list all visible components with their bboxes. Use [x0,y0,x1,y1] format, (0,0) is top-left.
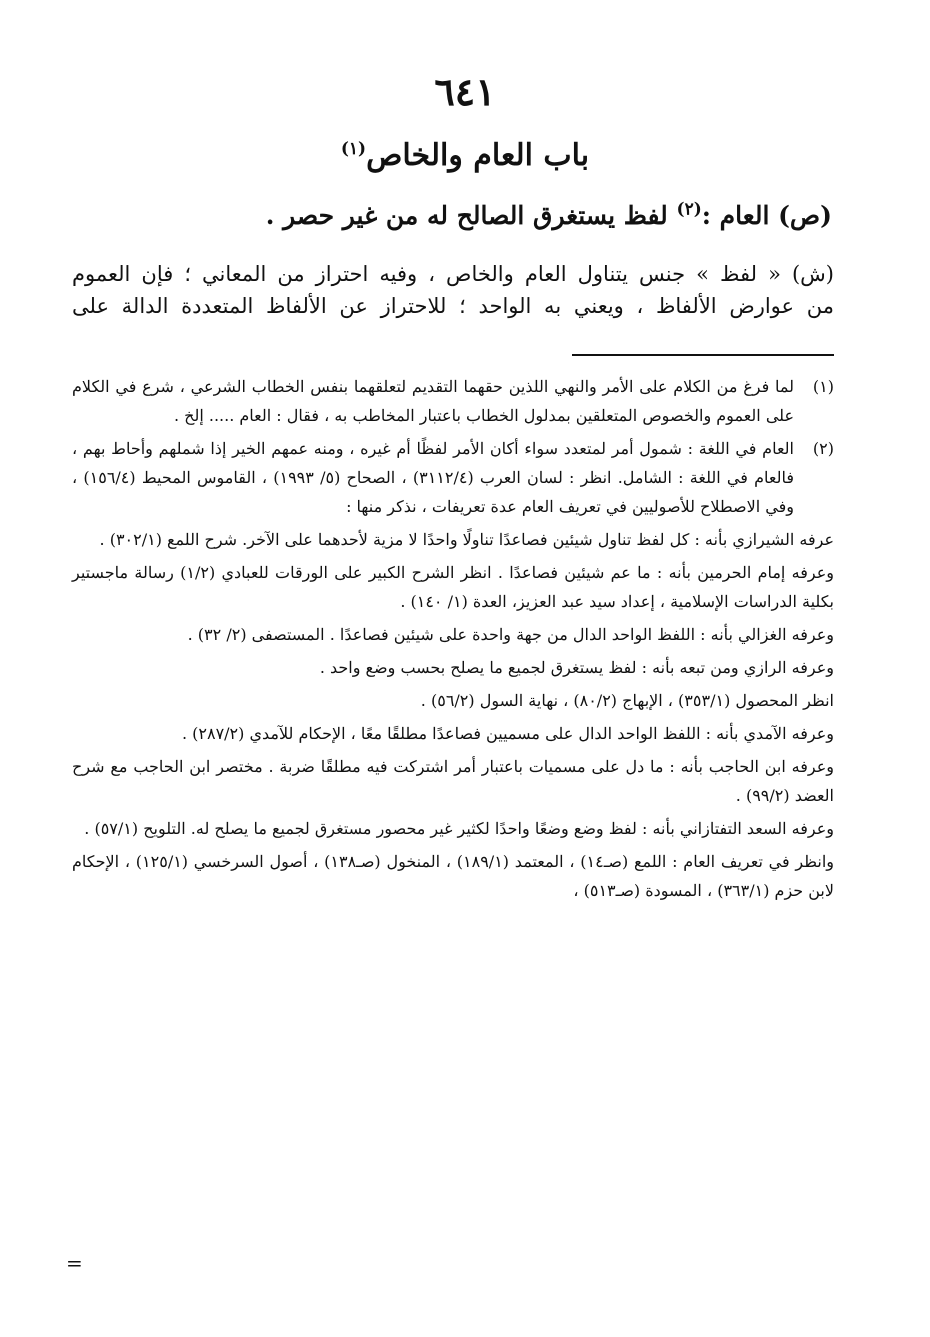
footnote-paragraph: عرفه الشيرازي بأنه : كل لفظ تناول شيئين فصاعدًا تناولًا واحدًا لا مزية لأحدهما على الآخر. شرح اللمع (٣٠٢/١) . [99,530,834,549]
footnote-paragraph: وعرفه الآمدي بأنه : اللفظ الواحد الدال على مسميين فصاعدًا مطلقًا معًا ، الإحكام للآمدي (٢٨٧/٢) . [181,724,834,743]
matn-prefix: (ص) العام : [701,201,832,230]
footnote-paragraph: وعرفه إمام الحرمين بأنه : ما عم شيئين فصاعدًا . انظر الشرح الكبير على الورقات للعبادي (١/٢) رسالة ماجستير بكلية الدراسات الإسلامية ، إعداد سيد عبد العزيز، العدة (١/ ١٤٠) . [72,563,834,611]
continuation-mark: = [66,1251,83,1275]
footnote-separator [572,354,834,356]
matn-footnote-ref: (٢) [676,199,702,220]
footnote-1 [72,372,834,430]
footnote-paragraph: العام في اللغة : شمول أمر لمتعدد سواء أكان الأمر لفظًا أم غيره ، ومنه عمهم الخير إذا شملهم وأحاط بهم ، فالعام في اللغة : الشامل. انظر : لسان العرب (٣١١٢/٤) ، الصحاح (٥/ ١٩٩٣) ، القاموس المحيط (١٥٦/٤) ، وفي الاصطلاح للأصوليين في تعريف العام عدة تعريفات ، نذكر منها : [72,439,795,516]
footnote-number: (٢) [812,439,834,458]
sharh-line: من عوارض الألفاظ ، ويعني به الواحد ؛ للاحتراز عن الألفاظ المتعددة الدالة على [72,294,834,318]
footnote-paragraph: وعرفه الرازي ومن تبعه بأنه : لفظ يستغرق لجميع ما يصلح بحسب وضع واحد . [319,658,834,677]
matn-body: لفظ يستغرق الصالح له من غير حصر . [265,201,668,230]
page-number: ٦٤١ [434,69,496,114]
footnote-2 [72,434,834,905]
footnote-paragraph: وعرفه السعد التفتازاني بأنه : لفظ وضع وضعًا واحدًا لكثير غير محصور مستغرق لجميع ما يصلح له. التلويح (٥٧/١) . [84,819,834,838]
footnote-paragraph: وعرفه ابن الحاجب بأنه : ما دل على مسميات باعتبار أمر اشتركت فيه مطلقًا ضربة . مختصر ابن الحاجب مع شرح العضد (٩٩/٢) . [72,757,834,805]
footnotes [72,372,834,909]
footnote-paragraph: لما فرغ من الكلام على الأمر والنهي اللذين حقهما التقديم لتعلقهما بنفس الخطاب الشرعي ، شرع في الكلام على العموم والخصوص المتعلقين بمدلول الخطاب باعتبار المخاطب به ، فقال : العام ..... إلخ . [72,377,795,425]
footnote-number: (١) [812,377,834,396]
footnote-paragraph: انظر المحصول (٣٥٣/١) ، الإبهاج (٨٠/٢) ، نهاية السول (٥٦/٢) . [420,691,834,710]
chapter-title: باب العام والخاص [366,138,590,173]
chapter-heading [0,134,930,178]
matn-text [92,196,832,236]
footnote-paragraph: وانظر في تعريف العام : اللمع (صـ١٤) ، المعتمد (١٨٩/١) ، المنخول (صـ١٣٨) ، أصول السرخسي (١٢٥/١) ، الإحكام لابن حزم (٣٦٣/١) ، المسودة (صـ٥١٣) ، [72,852,835,900]
sharh-commentary [72,258,834,322]
sharh-line: (ش) « لفظ » جنس يتناول العام والخاص ، وفيه احتراز من المعاني ؛ فإن العموم [72,262,834,286]
chapter-footnote-ref: (١) [340,139,367,159]
footnote-paragraph: وعرفه الغزالي بأنه : اللفظ الواحد الدال من جهة واحدة على شيئين فصاعدًا . المستصفى (٢/ ٣٢) . [187,625,834,644]
